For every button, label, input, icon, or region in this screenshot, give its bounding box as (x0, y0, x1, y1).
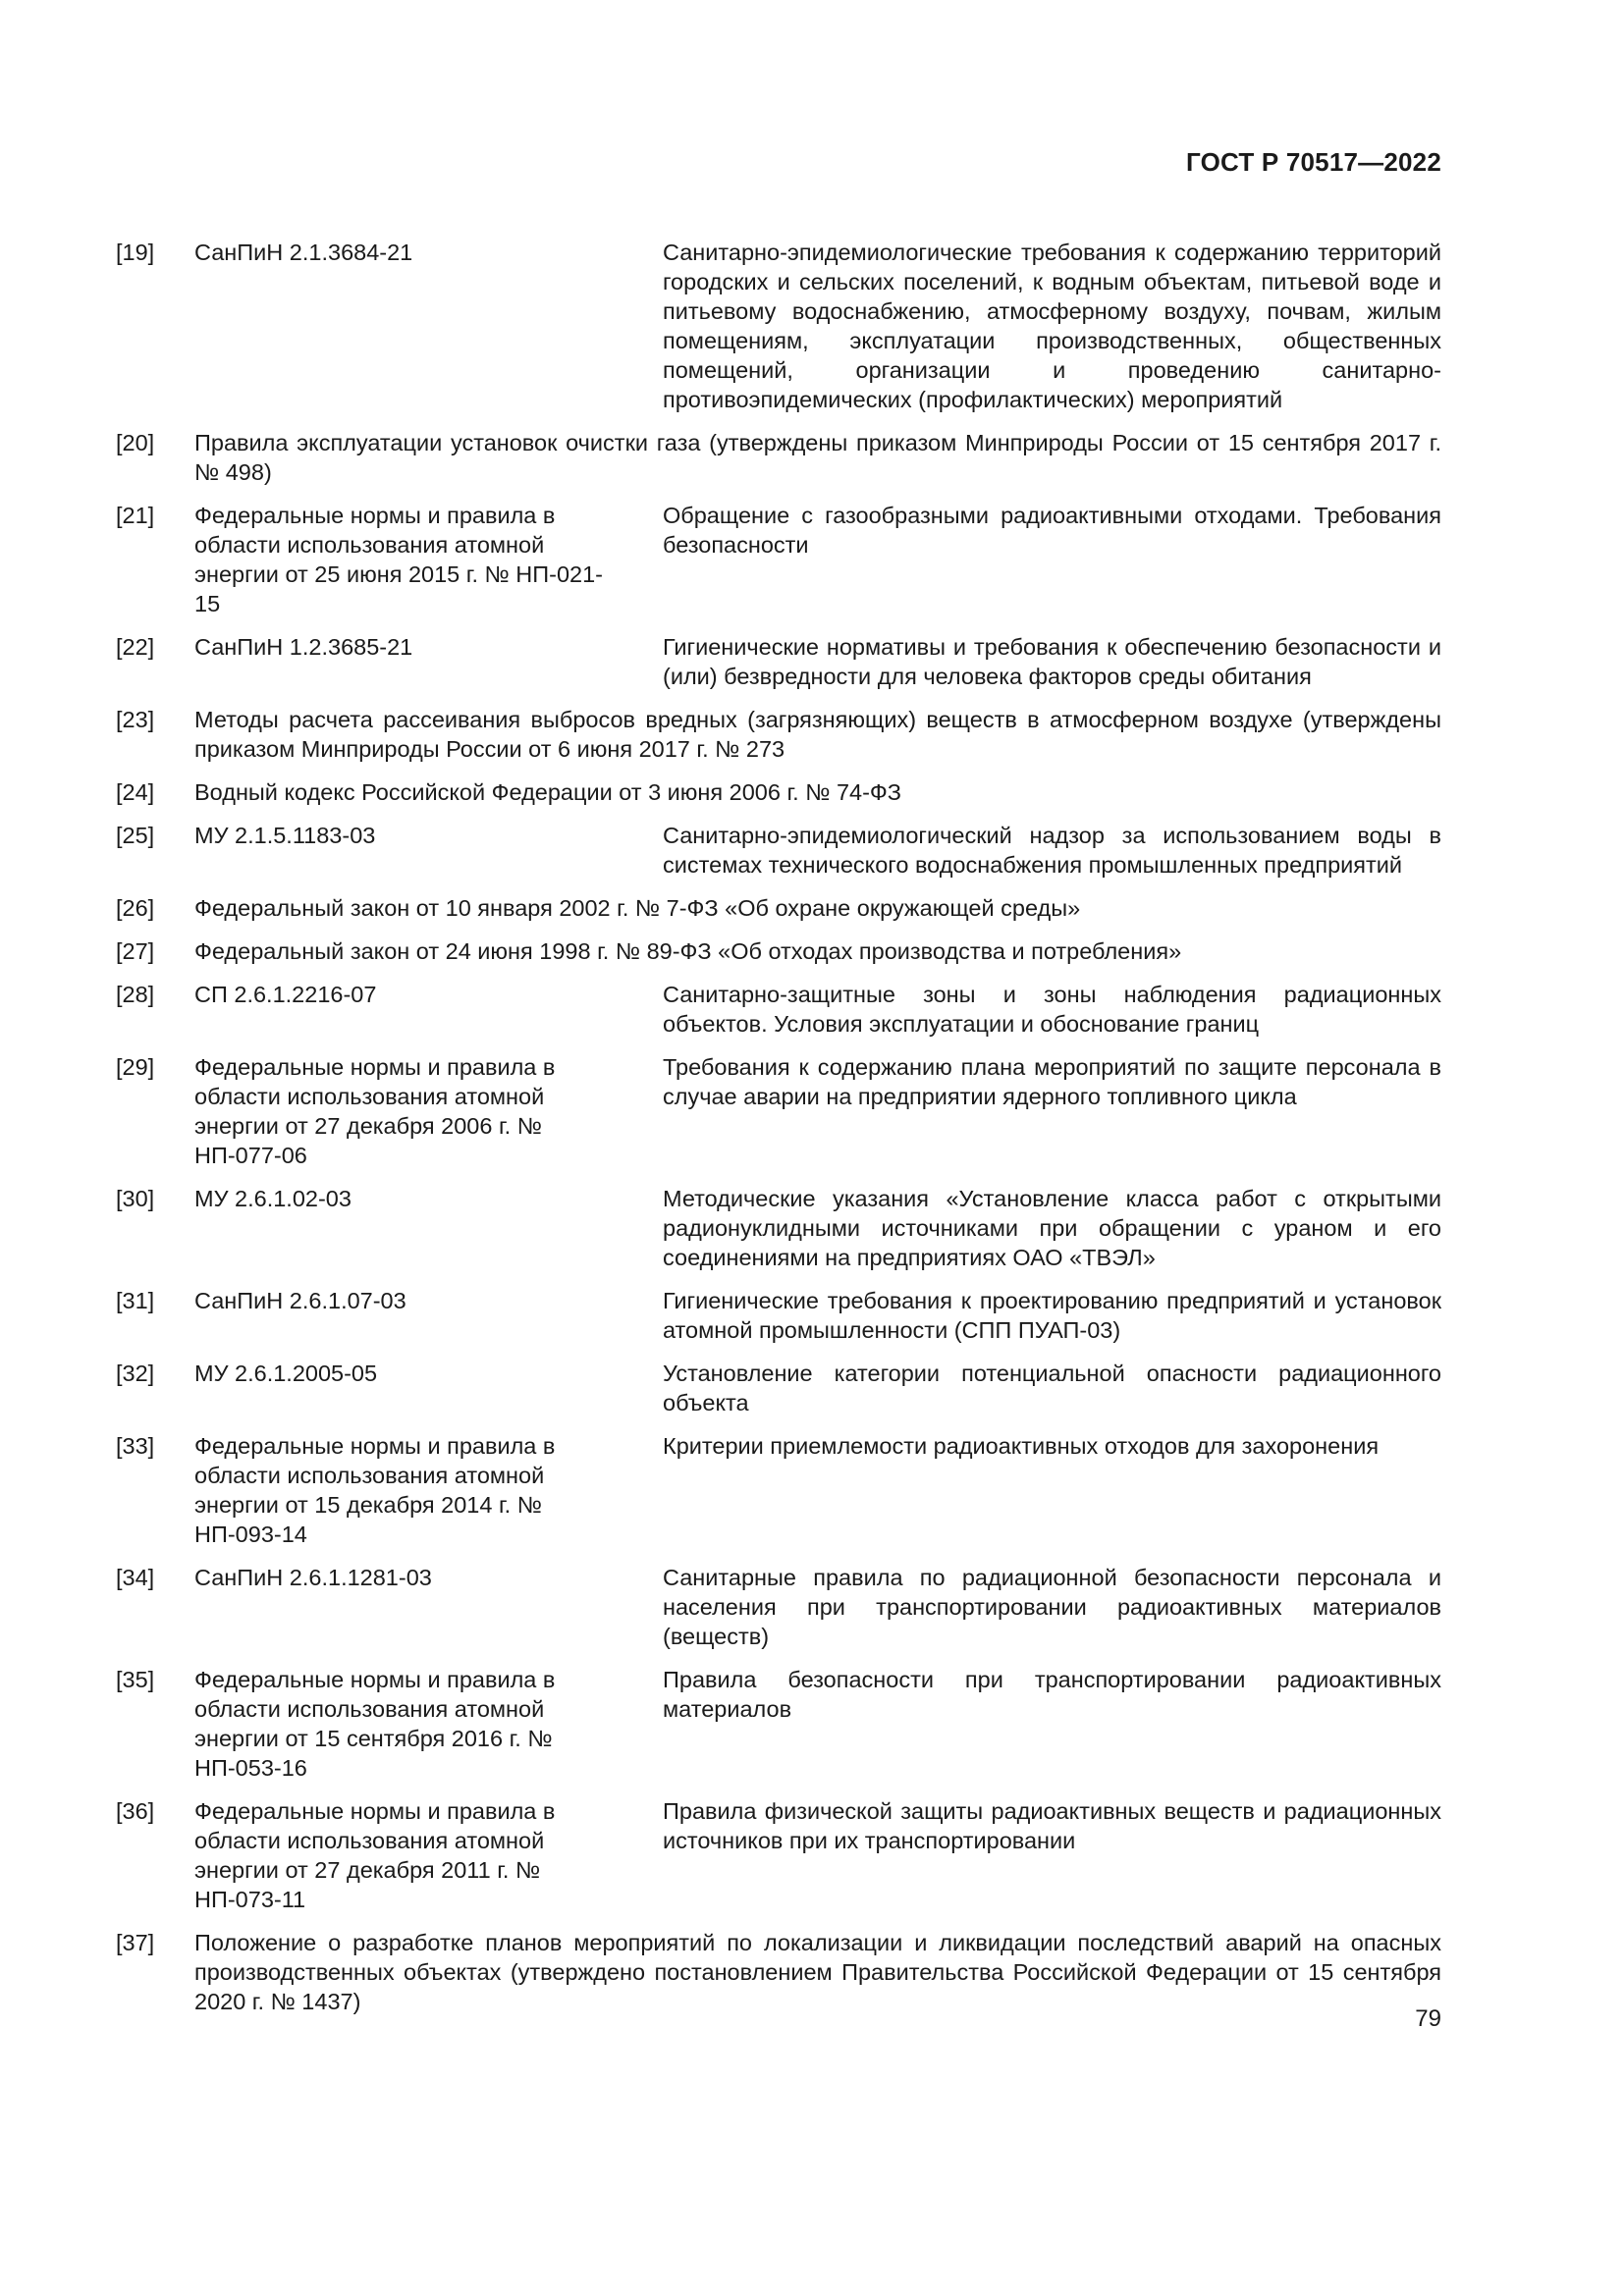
reference-code: Федеральные нормы и правила в области использования атомной энергии от 15 сентября 2016 г. № НП-053-16 (194, 1667, 556, 1781)
reference-title: Правила физической защиты радиоактивных веществ и радиационных источников при их транспортировании (663, 1798, 1441, 1853)
reference-number: [28] (116, 982, 155, 1007)
reference-number: [19] (116, 240, 155, 265)
reference-code: СанПиН 2.6.1.1281-03 (194, 1565, 432, 1590)
reference-number: [23] (116, 707, 155, 732)
reference-19 (116, 238, 1441, 414)
reference-number: [36] (116, 1798, 155, 1824)
reference-number: [34] (116, 1565, 155, 1590)
reference-code: Федеральные нормы и правила в области использования атомной энергии от 25 июня 2015 г. № НП-021-15 (194, 503, 603, 616)
reference-title: Требования к содержанию плана мероприятий по защите персонала в случае аварии на предприятии ядерного топливного цикла (663, 1054, 1441, 1109)
reference-number: [37] (116, 1930, 155, 1955)
reference-number: [25] (116, 823, 155, 848)
reference-number: [29] (116, 1054, 155, 1080)
page-number: 79 (1415, 2005, 1441, 2032)
reference-code: СанПиН 2.1.3684-21 (194, 240, 413, 265)
reference-32 (116, 1359, 1441, 1417)
reference-28 (116, 980, 1441, 1039)
reference-title: Санитарные правила по радиационной безопасности персонала и населения при транспортировании радиоактивных материалов (веществ) (663, 1565, 1441, 1649)
reference-code: МУ 2.6.1.02-03 (194, 1186, 352, 1211)
reference-35 (116, 1665, 1441, 1783)
reference-number: [32] (116, 1361, 155, 1386)
reference-title: Обращение с газообразными радиоактивными отходами. Требования безопасности (663, 503, 1441, 558)
reference-title: Методические указания «Установление класса работ с открытыми радионуклидными источниками при обращении с ураном и его соединениями на предприятиях ОАО «ТВЭЛ» (663, 1186, 1441, 1270)
reference-code: Федеральные нормы и правила в области использования атомной энергии от 27 декабря 2006 г. № НП-077-06 (194, 1054, 556, 1168)
reference-title: Правила эксплуатации установок очистки газа (утверждены приказом Минприроды России от 15 сентября 2017 г. № 498) (194, 430, 1441, 485)
reference-number: [26] (116, 895, 155, 921)
reference-title: Методы расчета рассеивания выбросов вредных (загрязняющих) веществ в атмосферном воздухе (утверждены приказом Минприроды России от 6 июня 2017 г. № 273 (194, 707, 1441, 762)
reference-37 (116, 1928, 1441, 2016)
reference-title: Водный кодекс Российской Федерации от 3 июня 2006 г. № 74-ФЗ (194, 779, 901, 805)
reference-number: [33] (116, 1433, 155, 1459)
reference-code: СанПиН 2.6.1.07-03 (194, 1288, 406, 1313)
reference-title: Санитарно-эпидемиологический надзор за использованием воды в системах технического водоснабжения промышленных предприятий (663, 823, 1441, 878)
reference-title: Санитарно-защитные зоны и зоны наблюдения радиационных объектов. Условия эксплуатации и обоснование границ (663, 982, 1441, 1037)
reference-25 (116, 821, 1441, 880)
reference-number: [35] (116, 1667, 155, 1692)
reference-title: Санитарно-эпидемиологические требования к содержанию территорий городских и сельских поселений, к водным объектам, питьевой воде и питьевому водоснабжению, атмосферному воздуху, почвам, жилым помещениям, эксплуатации производственных, общественных помещений, организации и проведению санитарно-противоэпидемических (профилактических) мероприятий (663, 240, 1441, 412)
reference-26 (116, 893, 1441, 923)
reference-21 (116, 501, 1441, 618)
reference-code: Федеральные нормы и правила в области использования атомной энергии от 15 декабря 2014 г. № НП-093-14 (194, 1433, 556, 1547)
reference-30 (116, 1184, 1441, 1272)
reference-code: СанПиН 1.2.3685-21 (194, 634, 413, 660)
reference-title: Установление категории потенциальной опасности радиационного объекта (663, 1361, 1441, 1415)
reference-code: СП 2.6.1.2216-07 (194, 982, 377, 1007)
reference-20 (116, 428, 1441, 487)
reference-number: [31] (116, 1288, 155, 1313)
reference-number: [20] (116, 430, 155, 455)
reference-number: [27] (116, 938, 155, 964)
reference-title: Гигиенические требования к проектированию предприятий и установок атомной промышленности (СПП ПУАП-03) (663, 1288, 1441, 1343)
reference-36 (116, 1796, 1441, 1914)
bibliography-list (116, 238, 1441, 2030)
reference-title: Федеральный закон от 10 января 2002 г. № 7-ФЗ «Об охране окружающей среды» (194, 895, 1081, 921)
reference-29 (116, 1052, 1441, 1170)
reference-31 (116, 1286, 1441, 1345)
reference-title: Правила безопасности при транспортировании радиоактивных материалов (663, 1667, 1441, 1722)
reference-33 (116, 1431, 1441, 1549)
reference-title: Положение о разработке планов мероприятий по локализации и ликвидации последствий аварий на опасных производственных объектах (утверждено постановлением Правительства Российской Федерации от 15 сентября 2020 г. № 1437) (194, 1930, 1441, 2014)
reference-number: [30] (116, 1186, 155, 1211)
reference-27 (116, 936, 1441, 966)
reference-23 (116, 705, 1441, 764)
reference-title: Гигиенические нормативы и требования к обеспечению безопасности и (или) безвредности для человека факторов среды обитания (663, 634, 1441, 689)
reference-number: [24] (116, 779, 155, 805)
reference-code: МУ 2.1.5.1183-03 (194, 823, 376, 848)
reference-22 (116, 632, 1441, 691)
reference-code: МУ 2.6.1.2005-05 (194, 1361, 378, 1386)
document-header: ГОСТ Р 70517—2022 (1186, 147, 1441, 177)
reference-34 (116, 1563, 1441, 1651)
reference-code: Федеральные нормы и правила в области использования атомной энергии от 27 декабря 2011 г. № НП-073-11 (194, 1798, 556, 1912)
reference-title: Федеральный закон от 24 июня 1998 г. № 89-ФЗ «Об отходах производства и потребления» (194, 938, 1182, 964)
reference-number: [21] (116, 503, 155, 528)
reference-title: Критерии приемлемости радиоактивных отходов для захоронения (663, 1433, 1380, 1459)
reference-24 (116, 777, 1441, 807)
reference-number: [22] (116, 634, 155, 660)
